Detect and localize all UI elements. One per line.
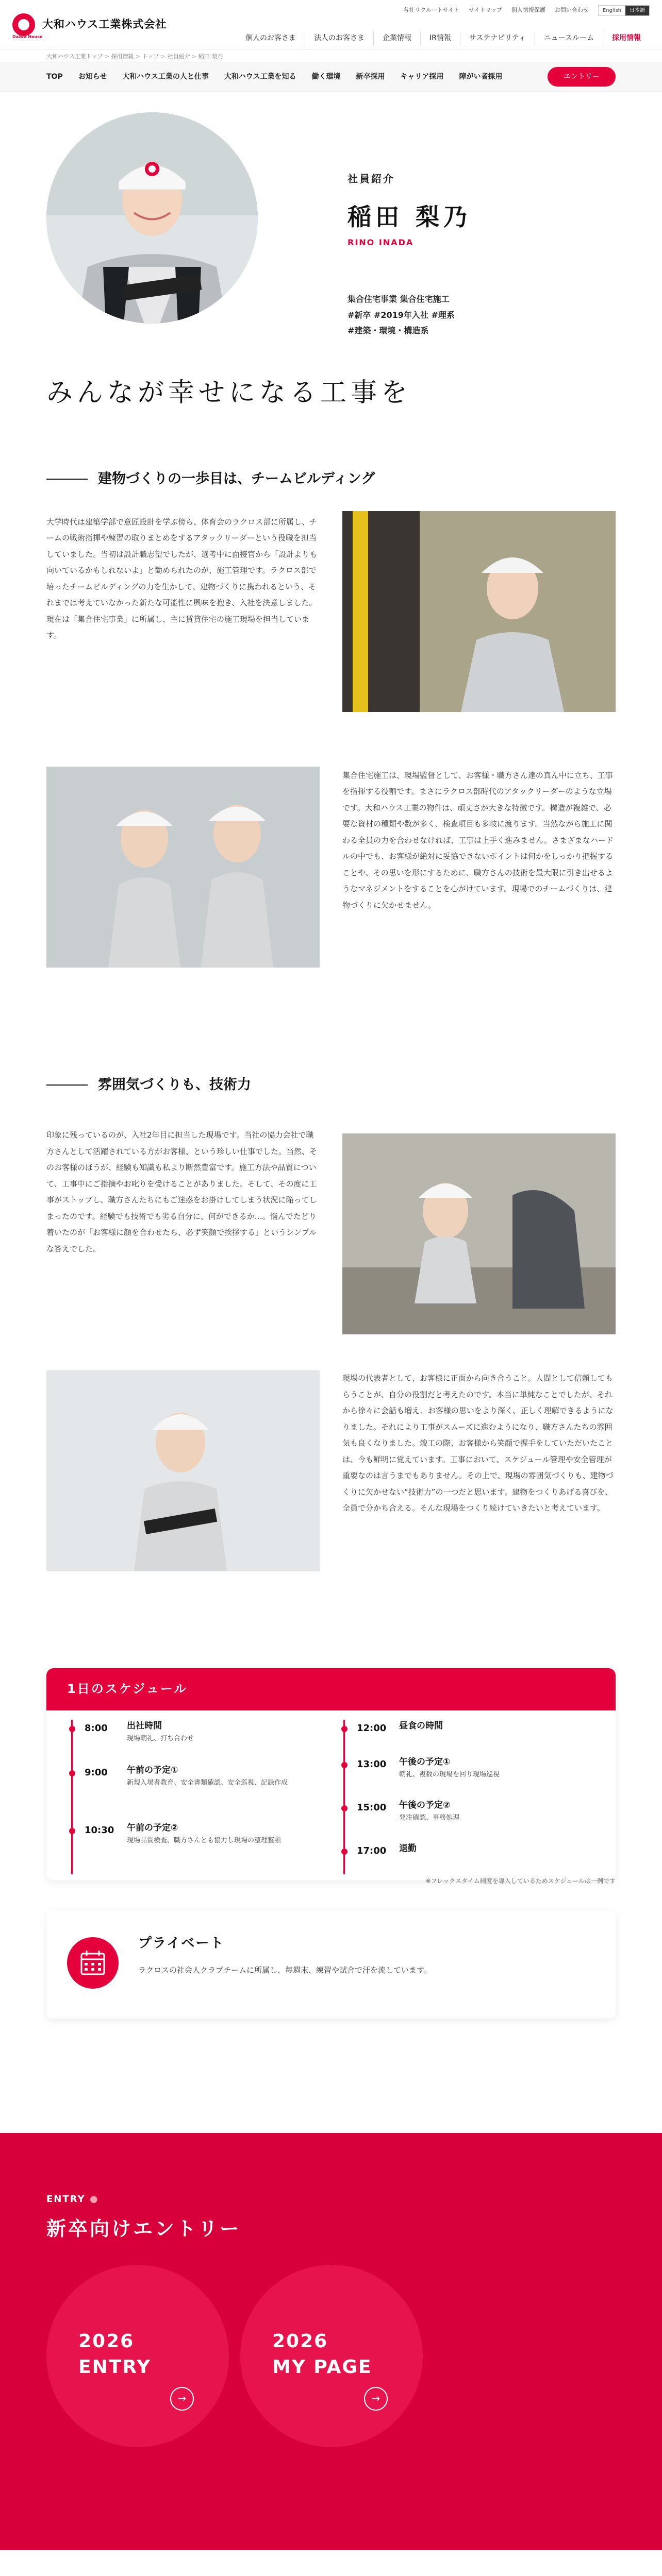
gnav-corporate[interactable]: 法人のお客さま	[305, 31, 373, 46]
schedule-item	[357, 1720, 443, 1737]
entry-label: ENTRY ●	[46, 2194, 99, 2205]
photo-conversation	[342, 511, 616, 712]
schedule-time: 9:00	[85, 1767, 108, 1778]
subnav-top[interactable]: TOP	[46, 72, 63, 81]
meta-line: #建築・環境・構造系	[347, 325, 429, 335]
hero-info	[347, 169, 471, 338]
schedule-time: 10:30	[85, 1824, 114, 1836]
hero-portrait-photo	[46, 112, 258, 324]
hero	[0, 92, 662, 360]
section2-paragraph-2: 現場の代表者として、お客様に正面から向き合うこと。人間として信頼してもらうことが、自分の役割だと考えたのです。本当に単純なことでしたが、それから徐々に会話も増え、お客様の思いをより深く、正しく理解できるようになりました。それにより工事がスムーズに進むようになり、職方さんたちの雰囲気も良くなりました。竣工の際、お客様から笑顔で握手をしていただいたことは、今も鮮明に覚えています。工事において、スケジュール管理や安全管理が重要なのは言うまでもありません。その上で、現場の雰囲気づくりも、建物づくりに欠かせない“技術力”の一つだと思います。建物をつくりあげる喜びを、全員で分かち合える。そんな現場をつくり続けていきたいと考えています。	[342, 1374, 614, 1513]
schedule-item-title: 午前の予定①	[127, 1765, 178, 1775]
arrow-right-icon: →	[170, 2387, 194, 2411]
schedule-item-title: 出社時間	[127, 1720, 162, 1731]
gnav-newsroom[interactable]: ニュースルーム	[535, 31, 603, 46]
schedule-body	[46, 1710, 616, 1880]
photo-site-inspection	[342, 1133, 616, 1334]
gnav-ir[interactable]: IR情報	[420, 31, 460, 46]
mypage-2026-button[interactable]	[240, 2265, 423, 2447]
schedule-item	[85, 1764, 323, 1789]
gnav-individual[interactable]: 個人のお客さま	[245, 34, 296, 43]
section2-paragraph-1: 印象に残っているのが、入社2年目に担当した現場です。当社の協力会社で職方さんとして活躍されている方がお客様、という珍しい仕事でした。当然、そのお客様のほうが、経験も知識も私より断然豊富です。施工方法や品質について、工事中にご指摘やお叱りを受けることがありました。そして、その度に工事がストップし、職方さんたちにもご迷惑をお掛けしてしまう状況に陥ってしまったのです。経験でも技術でも劣る自分に、何ができるか…。悩んでたどり着いたのが「お客様に顔を合わせたら、必ず笑顔で挨拶する」というシンプルな答えでした。	[46, 1130, 318, 1253]
entry-section	[0, 2133, 662, 2550]
util-link-privacy[interactable]: 個人情報保護	[511, 7, 545, 14]
util-link-sitemap[interactable]: サイトマップ	[469, 7, 502, 14]
schedule-time: 8:00	[85, 1722, 108, 1734]
breadcrumb-item[interactable]: > 社員紹介	[159, 53, 190, 60]
section-label: 社員紹介	[347, 173, 395, 185]
subnav-new-grad[interactable]: 新卒採用	[356, 72, 385, 81]
section2-title: 雰囲気づくりも、技術力	[98, 1077, 251, 1093]
section1-heading	[0, 466, 662, 492]
button-label: ENTRY	[78, 2357, 152, 2378]
gnav-recruit[interactable]: 採用情報	[603, 31, 650, 46]
meta-line: #新卒 #2019年入社 #理系	[347, 310, 455, 320]
subnav-career[interactable]: キャリア採用	[400, 72, 444, 81]
private-text: ラクロスの社会人クラブチームに所属し、毎週末、練習や試合で汗を流しています。	[138, 1965, 432, 1975]
schedule-item	[85, 1720, 194, 1745]
schedule-item-desc: 新規入場者教育、安全書類確認、安全巡視、記録作成	[127, 1779, 288, 1787]
subnav-news[interactable]: お知らせ	[78, 72, 107, 81]
timeline-dot	[69, 1726, 75, 1732]
entry-button[interactable]: エントリー	[548, 67, 616, 87]
logo-subtext: Daiwa House	[12, 35, 43, 39]
section1-paragraph-1: 大学時代は建築学部で意匠設計を学ぶ傍ら、体育会のラクロス部に所属し、チームの戦術指揮や練習の取りまとめをするアタックリーダーという役職を担当していました。当初は設計職志望でしたが、選考中に面接官から「設計よりも向いているかもしれないよ」と勧められたのが、施工管理です。ラクロス部で培ったチームビルディングの力を生かして、建物づくりに携われるという、それまでは考えていなかった新たな可能性に興味を抱き、入社を決意しました。現在は「集合住宅事業」に所属し、主に賃貸住宅の施工現場を担当しています。	[46, 517, 318, 640]
schedule-item-desc: 現場朝礼、打ち合わせ	[127, 1735, 194, 1743]
arrow-right-icon: →	[364, 2387, 388, 2411]
breadcrumb-current: > 稲田 梨乃	[190, 53, 223, 60]
schedule-note: ※フレックスタイム制度を導入しているためスケジュールは一例です	[425, 1877, 616, 1885]
schedule-item	[357, 1842, 417, 1860]
breadcrumb-item[interactable]: 大和ハウス工業トップ	[46, 53, 103, 60]
schedule-time: 12:00	[357, 1722, 387, 1734]
header-right	[237, 0, 650, 49]
schedule-item-desc: 発注確認、事務処理	[399, 1814, 460, 1822]
gnav-company[interactable]: 企業情報	[373, 31, 420, 46]
breadcrumb-item[interactable]: > トップ	[134, 53, 159, 60]
schedule-item	[357, 1756, 500, 1781]
subnav-people-work[interactable]: 大和ハウス工業の人と仕事	[122, 72, 209, 81]
button-year: 2026	[78, 2331, 135, 2352]
subnav-disability[interactable]: 障がい者採用	[459, 72, 503, 81]
lang-english[interactable]: English	[602, 8, 621, 13]
button-year: 2026	[272, 2331, 328, 2352]
schedule-time: 15:00	[357, 1802, 387, 1813]
photo-colleagues	[46, 767, 320, 968]
schedule-item-title: 昼食の時間	[399, 1720, 443, 1731]
timeline-dot	[69, 1828, 75, 1834]
schedule-item-desc: 朝礼、複数の現場を回り現場巡視	[399, 1771, 500, 1779]
catch-copy: みんなが幸せになる工事を	[46, 378, 412, 408]
private-card	[46, 1910, 616, 2019]
person-meta	[347, 292, 471, 338]
section2-heading	[0, 1072, 297, 1098]
entry-label-text: ENTRY	[46, 2194, 86, 2205]
company-logo-icon	[12, 13, 35, 36]
entry-2026-button[interactable]	[46, 2265, 229, 2447]
schedule-title: 1日のスケジュール	[46, 1668, 616, 1710]
utility-links	[237, 5, 650, 16]
brand[interactable]	[12, 0, 167, 49]
schedule-time: 13:00	[357, 1758, 387, 1770]
recruit-subnav	[0, 62, 662, 92]
schedule-item-title: 午後の予定②	[399, 1800, 451, 1810]
lang-japanese[interactable]: 日本語	[625, 6, 649, 15]
schedule-item-title: 退勤	[399, 1843, 417, 1854]
heading-rule	[46, 1084, 88, 1086]
schedule-time: 17:00	[357, 1845, 387, 1856]
schedule-item-desc: 現場品質検査、職方さんとも協力し現場の整理整頓	[127, 1837, 282, 1845]
language-switcher	[598, 5, 650, 16]
timeline-dot	[341, 1805, 347, 1811]
heading-rule	[46, 479, 88, 480]
person-name: 稲田 梨乃	[347, 203, 472, 231]
private-title: プライベート	[138, 1936, 225, 1951]
schedule-item-title: 午後の予定①	[399, 1756, 451, 1767]
subnav-about[interactable]: 大和ハウス工業を知る	[224, 72, 296, 81]
site-header	[0, 0, 662, 49]
breadcrumb-item[interactable]: > 採用情報	[103, 53, 134, 60]
schedule-item	[85, 1822, 323, 1847]
person-name-en: RINO INADA	[347, 237, 414, 247]
subnav-environment[interactable]: 働く環境	[311, 72, 341, 81]
timeline-dot	[341, 1762, 347, 1768]
meta-line: 集合住宅事業 集合住宅施工	[347, 294, 450, 304]
global-nav	[237, 31, 650, 46]
schedule-card	[46, 1668, 616, 1880]
button-label: MY PAGE	[272, 2357, 372, 2378]
schedule-item	[357, 1799, 459, 1824]
gnav-sustainability[interactable]: サステナビリティ	[460, 31, 535, 46]
timeline-dot	[341, 1849, 347, 1855]
util-link-recruit[interactable]: 各社リクルートサイト	[403, 7, 460, 14]
photo-tablet-portrait	[46, 1370, 320, 1571]
section1-title: 建物づくりの一歩目は、チームビルディング	[98, 471, 375, 487]
timeline-dot	[69, 1770, 75, 1776]
breadcrumb	[0, 49, 662, 62]
calendar-icon	[67, 1937, 119, 1989]
timeline-dot	[341, 1726, 347, 1732]
section1-paragraph-2: 集合住宅施工は、現場監督として、お客様・職方さん達の真ん中に立ち、工事を指揮する役割です。まさにラクロス部時代のアタックリーダーのような立場です。大和ハウス工業の物件は、頑丈さが大きな特徴です。構造が複雑で、必要な資材の種類や数が多く、検査項目も多岐に渡ります。当然ながら施工に関わる全員の力を合わせなければ、工事は上手く進みません。さまざまなハードルの中でも、お客様が絶対に妥協できないポイントは何かをしっかり把握することや、その思いを形にするために、職方さんの技術を最大限に引き出せるようなマネジメントをすることを心がけています。現場でのチームづくりは、建物づくりに欠かせません。	[342, 770, 614, 910]
company-name: 大和ハウス工業株式会社	[42, 18, 167, 30]
schedule-item-title: 午前の予定②	[127, 1822, 178, 1833]
util-link-contact[interactable]: お問い合わせ	[554, 7, 589, 14]
timeline-line-left	[71, 1720, 73, 1874]
entry-title: 新卒向けエントリー	[46, 2217, 242, 2240]
